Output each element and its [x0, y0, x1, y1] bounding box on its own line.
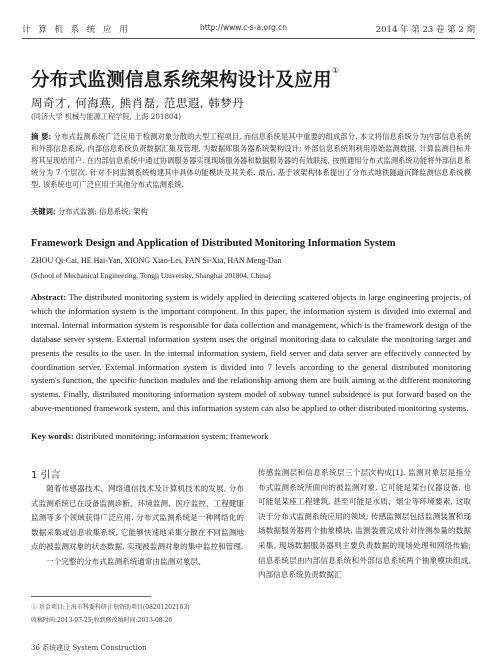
affiliation-cn: (同济大学 机械与能源工程学院, 上海 201804): [31, 112, 181, 121]
footnote-dates: 收稿时间:2013-07-25;收到修改稿时间:2013-08-26: [31, 617, 173, 624]
title-footnote-mark: ①: [331, 66, 340, 75]
keywords-en: [31, 431, 268, 441]
paragraph-2: 一个完整的分布式监测系统通常由监测对象层、: [46, 556, 206, 566]
keywords-en-label: Key words:: [31, 431, 74, 441]
issue-info: 2014 年 第 23 卷 第 2 期: [375, 25, 475, 35]
paragraph-2-continued: 传感监测层和信息系统层三个层次构成[1]. 监测对象层是指分布式监测系统所面向的被监测对象, 它可能是某台仪器设备, 也可能是某座工程建筑, 甚至可能是水质、烟尘等环境要素, 这取决于分布式监测系统应用的领域; 传感监测层包括监测装置和现场数据服务器两个抽象模块, 监测装置完成针对待测参量的数据采集, 现场数据服务器则主要负责数据的现场处理和网络传输; 信息系统层由内部信息系统和外部信息系统两个抽象模块组成, 内部信息系统负责数据汇: [258, 468, 471, 580]
authors-en: ZHOU Qi-Cai, HE Hai-Yan, XIONG Xiao-Lei, FAN Si-Xia, HAN Meng-Dan: [31, 256, 282, 265]
authors-cn: 周奇才, 何海燕, 熊肖磊, 范思遐, 韩梦丹: [31, 96, 245, 110]
keywords-cn-text: 分布式监测; 信息系统; 架构: [57, 207, 148, 216]
abstract-en-text: The distributed monitoring system is widely applied in detecting scattered objects in large engineering projects, of which the information system is the important component. In this paper, the information system is divided into external and internal. Internal information system is responsible for data collection and management, which is the framework design of the database server system. External information system uses the original monitoring data to calculate the monitoring target and presents the results to the user. In the internal information system, field server and data server are effectively connected by coordination server. External information system is divided into 7 levels according to the general distributed monitoring system's function, the specific function modules and the relationship among them are built aiming at the different monitoring systems. Finally, distributed monitoring information system model of subway tunnel subsidence is put forward based on the above-mentioned framework system, and this information system can also be applied to other distributed monitoring systems.: [31, 292, 472, 414]
abstract-cn: [31, 131, 471, 191]
abstract-en-label: Abstract:: [31, 292, 67, 302]
section-1-heading: 1 引言: [31, 470, 61, 481]
affiliation-en: (School of Mechanical Engineering, Tongji University, Shanghai 201804, China): [31, 271, 271, 280]
abstract-cn-text: 分布式监测系统广泛应用于检测对象分散的大型工程项目, 而信息系统是其中重要的组成部分. 本文将信息系统分为内部信息系统和外部信息系统, 内部信息系统负责数据汇集及管理, 为数据库服务器系统架构设计; 外部信息系统则利用原始监测数据, 计算监测目标并将其呈现给用户. 在内部信息系统中通过协调服务器实现现场服务器和数据服务器的有效联接, 按照通用分布式监测系统功能将外部信息系统分为 7 个层次. 针对不同监测系统构建其中具体功能模块及其关系. 最后, 基于该架构体系提出了分布式地铁隧道沉降监测信息系统模型, 该系统也可广泛应用于其他分布式监测系统.: [31, 132, 472, 190]
page-footer: 36 系统建设 System Construction: [31, 644, 147, 652]
paper-title-cn: [31, 66, 339, 92]
running-header: [22, 20, 475, 39]
keywords-cn-label: 关键词:: [31, 207, 56, 216]
journal-url[interactable]: http://www.c-s-a.org.cn: [200, 23, 288, 32]
abstract-en: [31, 291, 471, 416]
body-column-right: [258, 466, 471, 583]
footnote-funding: ① 基金项目:上海市科委科研计划资助项目(08201202103): [31, 604, 190, 611]
paragraph-1: 随着传感器技术、网络通信技术及计算机技术的发展, 分布式监测系统已在设备监测诊断、环境监测、医疗监控、工程健康监测等多个领域获得广泛应用. 分布式监测系统是一种网络化的数据采集或信息收集系统, 它能够快速地采集分散在不同监测地点的被监测对象的状态数据, 实现被监测对象的集中监控和管理.: [31, 484, 244, 552]
title-cn-text: 分布式监测信息系统架构设计及应用: [31, 70, 332, 91]
keywords-en-text: distributed monitoring; information system; framework: [75, 431, 269, 441]
body-column-left: [31, 482, 244, 570]
keywords-cn: [31, 206, 471, 218]
paper-title-en: Framework Design and Application of Distributed Monitoring Information System: [31, 238, 396, 249]
abstract-cn-label: 摘 要:: [31, 132, 52, 141]
footnote-divider: [31, 596, 151, 597]
journal-name: 计 算 机 系 统 应 用: [22, 25, 131, 35]
